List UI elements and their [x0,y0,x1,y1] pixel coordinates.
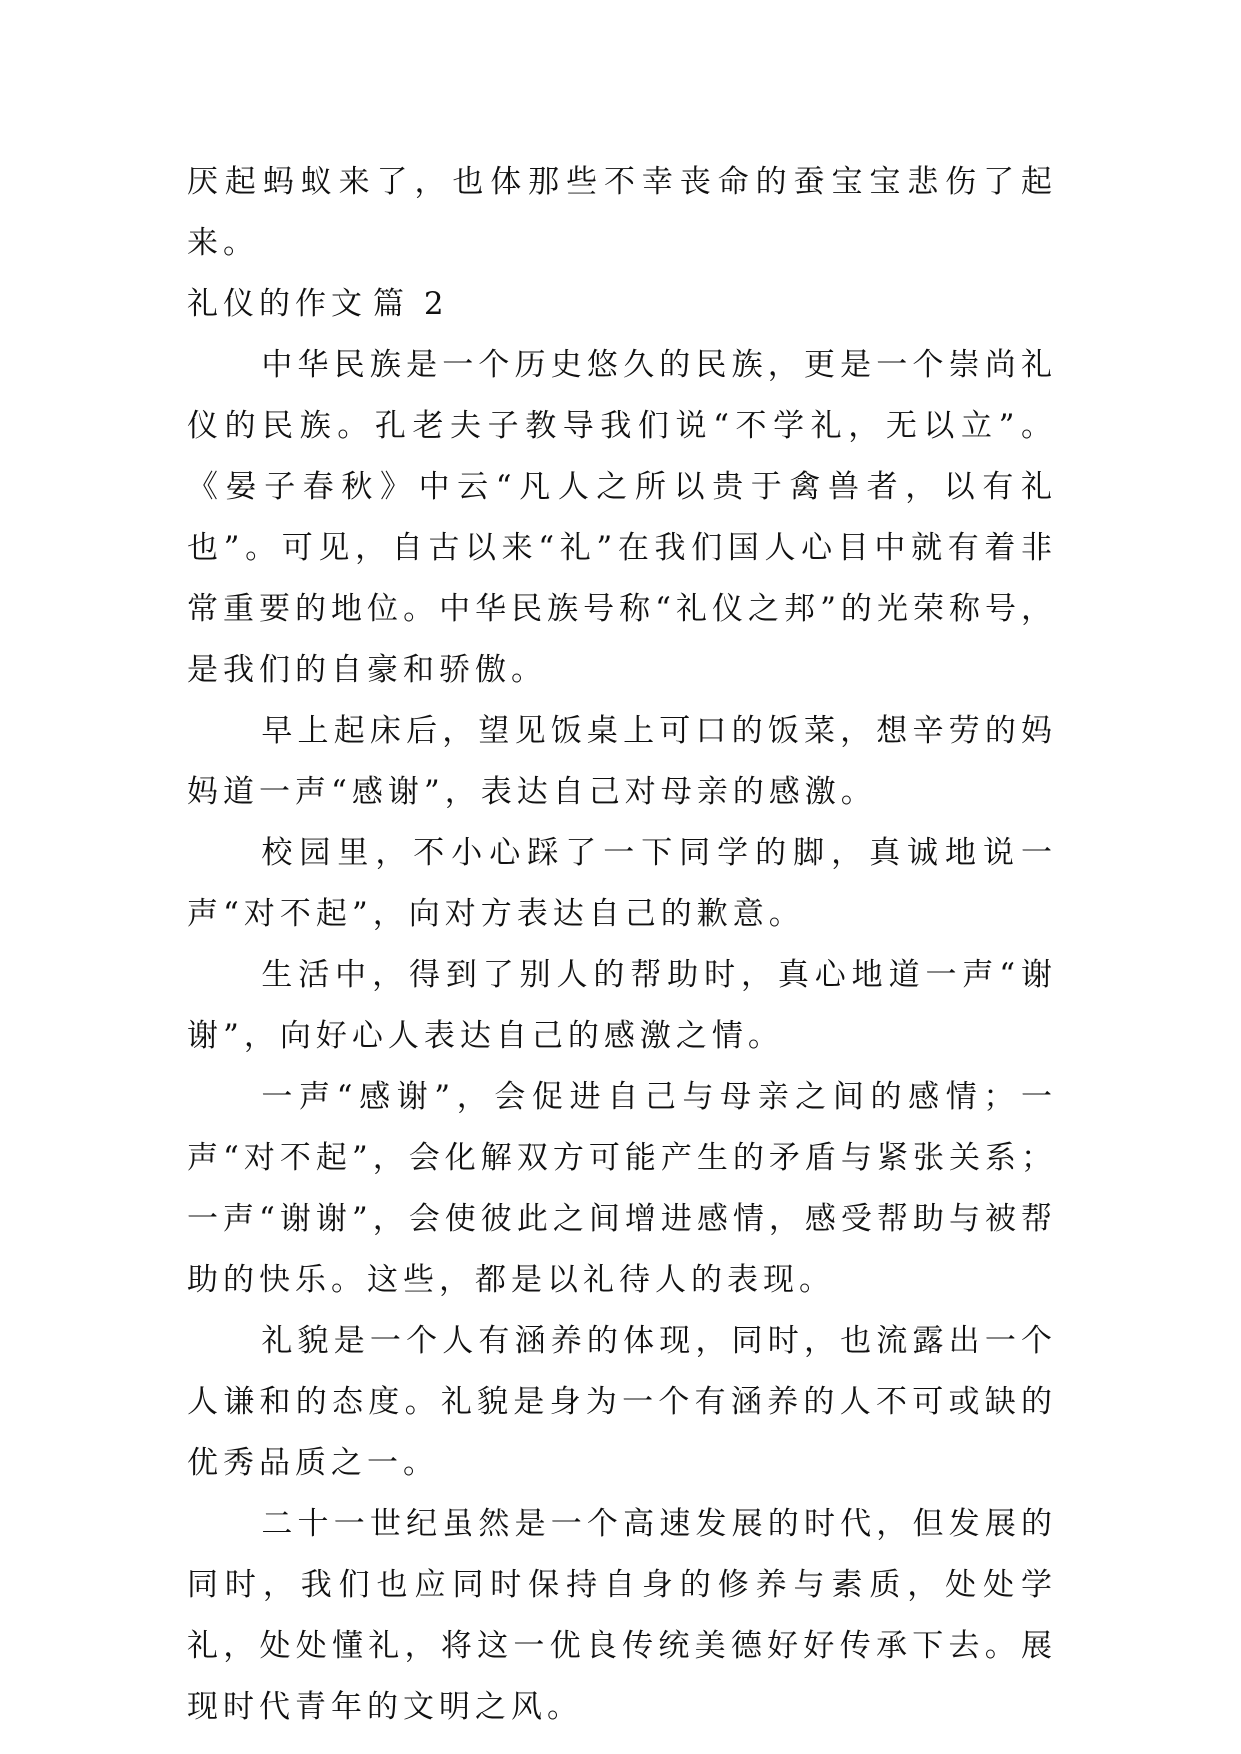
essay-heading [187,274,1057,335]
previous-essay-ending: 厌起蚂蚁来了，也体那些不幸丧命的蚕宝宝悲伤了起来。 [187,164,1057,261]
paragraph-3: 校园里，不小心踩了一下同学的脚，真诚地说一声“对不起”，向对方表达自己的歉意。 [187,835,1057,932]
essay-part-number: 篇 2 [373,286,449,322]
paragraph-5: 一声“感谢”，会促进自己与母亲之间的感情；一声“对不起”，会化解双方可能产生的矛盾与紧张关系；一声“谢谢”，会使彼此之间增进感情，感受帮助与被帮助的快乐。这些，都是以礼待人的表现。 [187,1079,1057,1298]
paragraph-1: 中华民族是一个历史悠久的民族，更是一个崇尚礼仪的民族。孔老夫子教导我们说“不学礼，无以立”。《晏子春秋》中云“凡人之所以贵于禽兽者，以有礼也”。可见，自古以来“礼”在我们国人心目中就有着非常重要的地位。中华民族号称“礼仪之邦”的光荣称号，是我们的自豪和骄傲。 [187,347,1057,688]
essay-title: 礼仪的作文 [187,286,367,322]
paragraph-2: 早上起床后，望见饭桌上可口的饭菜，想辛劳的妈妈道一声“感谢”，表达自己对母亲的感激。 [187,713,1057,810]
paragraph-4: 生活中，得到了别人的帮助时，真心地道一声“谢谢”，向好心人表达自己的感激之情。 [187,957,1057,1054]
body-text [187,152,1057,1738]
paragraph-6: 礼貌是一个人有涵养的体现，同时，也流露出一个人谦和的态度。礼貌是身为一个有涵养的人不可或缺的优秀品质之一。 [187,1323,1057,1481]
paragraph-7: 二十一世纪虽然是一个高速发展的时代，但发展的同时，我们也应同时保持自身的修养与素质，处处学礼，处处懂礼，将这一优良传统美德好好传承下去。展现时代青年的文明之风。 [187,1506,1057,1725]
